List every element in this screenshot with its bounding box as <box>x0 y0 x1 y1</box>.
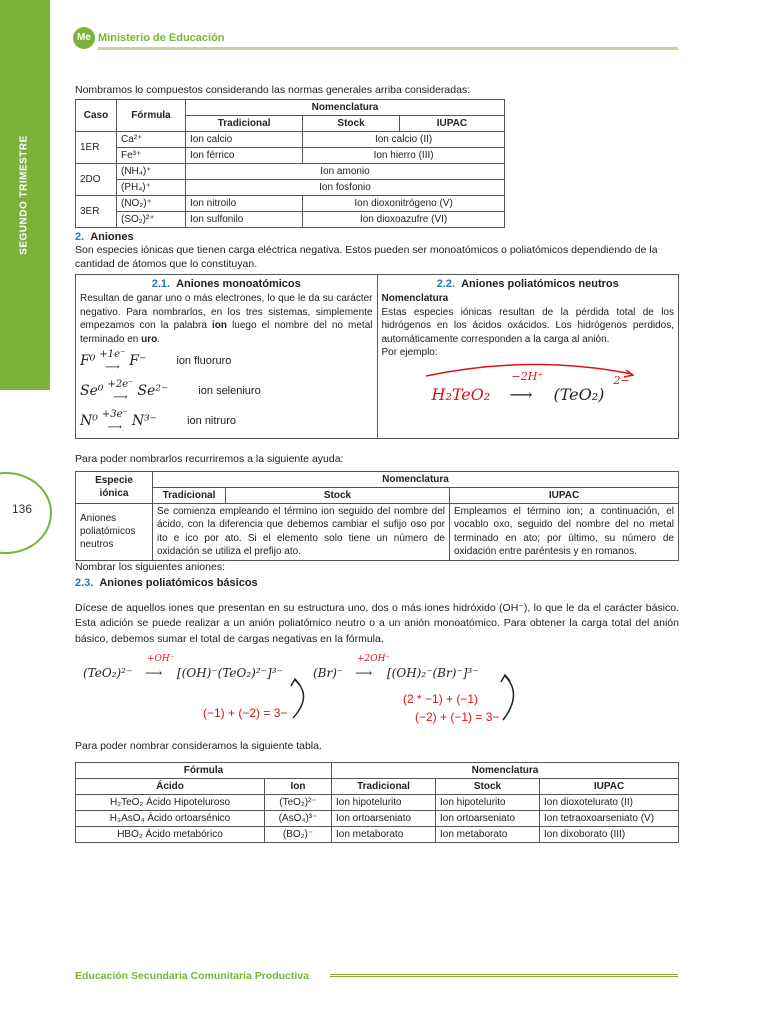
th-caso: Caso <box>76 99 117 131</box>
curved-arrow-icon <box>285 676 315 721</box>
header-rule <box>98 47 678 50</box>
s22-heading: 2.2. Aniones poliatómicos neutros <box>436 278 619 291</box>
page-number: 136 <box>12 502 33 516</box>
name-following-text: Nombrar los siguientes aniones: <box>75 560 225 573</box>
table-row: (SO₂)²⁺ Ion sulfonilo Ion dioxoazufre (VI) <box>76 211 505 227</box>
basic-anions-table <box>75 762 679 843</box>
arrow-label: −2H⁺ <box>511 369 544 383</box>
arrow-icon: ⟶ <box>355 665 373 680</box>
section-2-text: Son especies iónicas que tienen carga eléctrica negativa. Estos pueden ser monoatómicos o poliatómicos dependiendo de la cantidad de átomos que lo constituyan. <box>75 243 658 270</box>
s21-heading: 2.1. Aniones monoatómicos <box>151 278 301 291</box>
th-tradicional: Tradicional <box>332 778 436 794</box>
s23-text: Dícese de aquellos iones que presentan en su estructura uno, dos o más iones hidróxido (OH⁻), lo que le da el carácter básico. Esta adición se puede realizar a un anión poliatómico neutro o a un anión monoatómico. Para obtener la carga total del anión básico, debemos sumar el total de cargas negativas en la fórmula. <box>75 601 679 646</box>
table-row: (PH₄)⁺ Ion fosfonio <box>76 179 505 195</box>
th-stock: Stock <box>226 487 450 503</box>
anion-columns <box>75 274 679 439</box>
th-formula: Fórmula <box>117 99 186 131</box>
table-row: Fe³⁺ Ion férrico Ion hierro (III) <box>76 147 505 163</box>
intro-text: Nombramos lo compuestos considerando las normas generales arriba consideradas: <box>75 84 471 96</box>
s22-text: Estas especies iónicas resultan de la pérdida total de los hidrógenos en los ácidos oxácidos. Los hidrógenos perdidos, automáticamente corresponden a la carga al anión. <box>381 306 674 345</box>
naming-guide-table <box>75 471 679 561</box>
th-iupac: IUPAC <box>450 487 679 503</box>
help-text: Para poder nombrarlos recurriremos a la siguiente ayuda: <box>75 453 344 466</box>
table-row: 1ER Ca²⁺ Ion calcio Ion calcio (II) <box>76 131 505 147</box>
th-ion: Ion <box>265 778 332 794</box>
s23-heading: 2.3. Aniones poliatómicos básicos <box>75 577 258 590</box>
section-2-heading: 2. Aniones <box>75 230 134 243</box>
th-stock: Stock <box>436 778 540 794</box>
page-content <box>75 84 679 843</box>
footer-text: Educación Secundaria Comunitaria Productiva <box>75 970 309 982</box>
cations-table <box>75 99 505 228</box>
table-row: 3ER (NO₂)⁺ Ion nitroilo Ion dioxonitrógeno (V) <box>76 195 505 211</box>
equation-fluoruro: F⁰ +1e⁻ ⟶ F⁻ ion fluoruro <box>80 348 232 374</box>
table-row: HBO₂ Ácido metabórico (BO₂)⁻ Ion metaborato Ion metaborato Ion dixoborato (III) <box>76 826 679 842</box>
table-row: H₃AsO₄ Ácido ortoarsénico (AsO₄)³⁻ Ion ortoarseniato Ion ortoarseniato Ion tetraoxoarseniato (V) <box>76 810 679 826</box>
equation-nitruro: N⁰ +3e⁻ ⟶ N³⁻ ion nitruro <box>80 408 236 434</box>
sidebar-band <box>0 0 50 390</box>
curved-arrow-icon <box>495 672 525 722</box>
th-stock: Stock <box>303 115 400 131</box>
equation-seleniuro: Se⁰ +2e⁻ ⟶ Se²⁻ ion seleniuro <box>80 378 261 404</box>
consider-text: Para poder nombrar consideramos la siguiente tabla. <box>75 739 322 752</box>
basic-anion-equations: (TeO₂)²⁻ +OH⁻ ⟶ [(OH)⁻(TeO₂)²⁻]³⁻ (−1) + (−2) = 3− (Br)⁻ +2OH⁻ ⟶ [(OH)₂⁻(Br)⁻]³⁻ (2 * −1) + (−1) (−2) + (−1) = 3− <box>75 654 679 734</box>
arrow-icon: ⟶ <box>145 665 163 680</box>
th-formula: Fórmula <box>76 762 332 778</box>
th-tradicional: Tradicional <box>186 115 303 131</box>
trimester-label: SEGUNDO TRIMESTRE <box>18 135 30 255</box>
th-iupac: IUPAC <box>540 778 679 794</box>
monoatomic-column <box>76 275 377 438</box>
arrow-icon: ⟶ <box>509 384 533 404</box>
table-row: 2DO (NH₄)⁺ Ion amonio <box>76 163 505 179</box>
th-iupac: IUPAC <box>399 115 504 131</box>
s22-equation: H₂TeO₂ −2H⁺ ⟶ (TeO₂) 2− <box>382 362 675 406</box>
th-nomenclatura: Nomenclatura <box>153 471 679 487</box>
arrow-icon: ⟶ <box>107 422 123 434</box>
polyatomic-column <box>377 275 679 438</box>
th-especie: Especie iónica <box>76 471 153 503</box>
th-tradicional: Tradicional <box>153 487 226 503</box>
s22-subtitle: Nomenclatura <box>381 293 449 305</box>
table-row: H₂TeO₂ Ácido Hipoteluroso (TeO₂)²⁻ Ion hipotelurito Ion hipotelurito Ion dioxotelurato (II) <box>76 794 679 810</box>
footer-rule <box>330 974 678 978</box>
s22-example-label: Por ejemplo: <box>381 347 438 359</box>
ministry-logo-icon: Me <box>73 27 95 49</box>
ministry-title: Ministerio de Educación <box>98 32 225 44</box>
th-nomenclatura: Nomenclatura <box>332 762 679 778</box>
table-row: Aniones poliatómicos neutros Se comienza empleando el término ion seguido del nombre del ácido, con la diferencia que debemos cambiar el sufijo oso por ito e ico por ato. Si el elemento solo tiene un número de oxidación se utiliza el prefijo ato. Empleamos el término ion; a continuación, el vocablo oxo, seguido del nombre del no metal terminado en ato; por último, su número de oxidación entre paréntesis y en romanos. <box>76 503 679 560</box>
th-acido: Ácido <box>76 778 265 794</box>
arrow-icon: ⟶ <box>113 392 128 404</box>
arrow-icon: ⟶ <box>105 362 120 374</box>
s21-text: Resultan de ganar uno o más electrones, lo que le da su carácter negativo. Para nombrarlos, en los tres sistemas, simplemente empezamos con la palabra ion luego el nombre del no metal terminado en uro. <box>80 293 373 345</box>
th-nomenclatura: Nomenclatura <box>186 99 505 115</box>
